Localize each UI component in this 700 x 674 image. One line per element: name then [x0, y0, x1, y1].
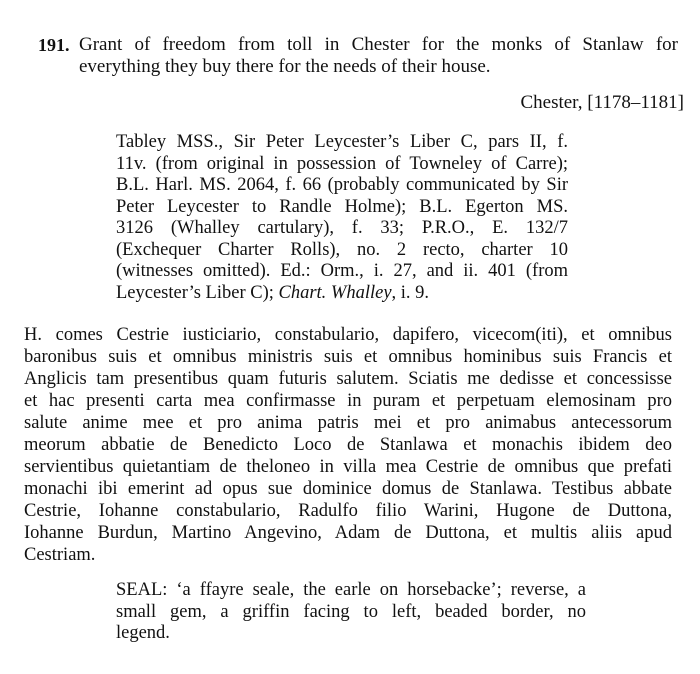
- seal-line: legend.: [116, 623, 170, 643]
- charter-line: Cestrie, Iohanne constabulario, Radulfo filio Warini, Hugone de Duttona,: [24, 501, 672, 521]
- sources-line: 3126 (Whalley cartulary), f. 33; P.R.O., E. 132/7: [116, 218, 568, 238]
- place-date: Chester, [1178–1181]: [520, 92, 684, 113]
- entry-title-line: Grant of freedom from toll in Chester for the monks of Stanlaw for: [79, 34, 678, 55]
- charter-line: H. comes Cestrie iusticiario, constabulario, dapifero, vicecom(iti), et omnibus: [24, 325, 672, 345]
- sources-paragraph: [116, 132, 568, 304]
- charter-line: meorum abbatie de Benedicto Loco de Stanlawa et monachis ibidem deo: [24, 435, 672, 455]
- charter-line: baronibus suis et omnibus ministris suis et omnibus hominibus suis Francis et: [24, 347, 672, 367]
- sources-line: Peter Leycester to Randle Holme); B.L. Egerton MS.: [116, 196, 568, 217]
- entry-title-line: everything they buy there for the needs of their house.: [79, 56, 491, 77]
- charter-line: monachi ibi emerint ad opus sue dominice domus de Stanlawa. Testibus abbate: [24, 479, 672, 499]
- sources-italic-title: Chart. Whalley: [278, 282, 392, 303]
- sources-last-line-suffix: , i. 9.: [391, 282, 430, 303]
- charter-text: [24, 324, 672, 566]
- entry-number: 191.: [38, 35, 70, 55]
- charter-line: Cestriam.: [24, 545, 96, 565]
- entry-title: [79, 34, 678, 78]
- entry-header: [38, 34, 678, 78]
- sources-line: (Exchequer Charter Rolls), no. 2 recto, charter 10: [116, 239, 568, 260]
- charter-line: Iohanne Burdun, Martino Angevino, Adam de Duttona, et multis aliis apud: [24, 523, 672, 543]
- seal-description: [116, 580, 586, 645]
- seal-line: small gem, a griffin facing to left, beaded border, no: [116, 601, 586, 622]
- sources-last-line: [116, 283, 568, 305]
- sources-line: Tabley MSS., Sir Peter Leycester’s Liber C, pars II, f.: [116, 132, 568, 152]
- seal-line: SEAL: ‘a ffayre seale, the earle on horsebacke’; reverse, a: [116, 580, 586, 600]
- sources-last-line-prefix: Leycester’s Liber C);: [116, 282, 279, 303]
- sources-line: 11v. (from original in possession of Towneley of Carre);: [116, 153, 568, 174]
- charter-line: salute anime mee et pro anima patris mei et pro animabus antecessorum: [24, 413, 672, 433]
- charter-line: servientibus quietantiam de theloneo in villa mea Cestrie de omnibus que prefati: [24, 457, 672, 477]
- charter-line: Anglicis tam presentibus quam futuris salutem. Sciatis me dedisse et concessisse: [24, 369, 672, 389]
- charter-line: et hac presenti carta mea confirmasse in puram et perpetuam elemosinam pro: [24, 391, 672, 411]
- sources-line: B.L. Harl. MS. 2064, f. 66 (probably communicated by Sir: [116, 175, 568, 195]
- sources-line: (witnesses omitted). Ed.: Orm., i. 27, and ii. 401 (from: [116, 261, 568, 281]
